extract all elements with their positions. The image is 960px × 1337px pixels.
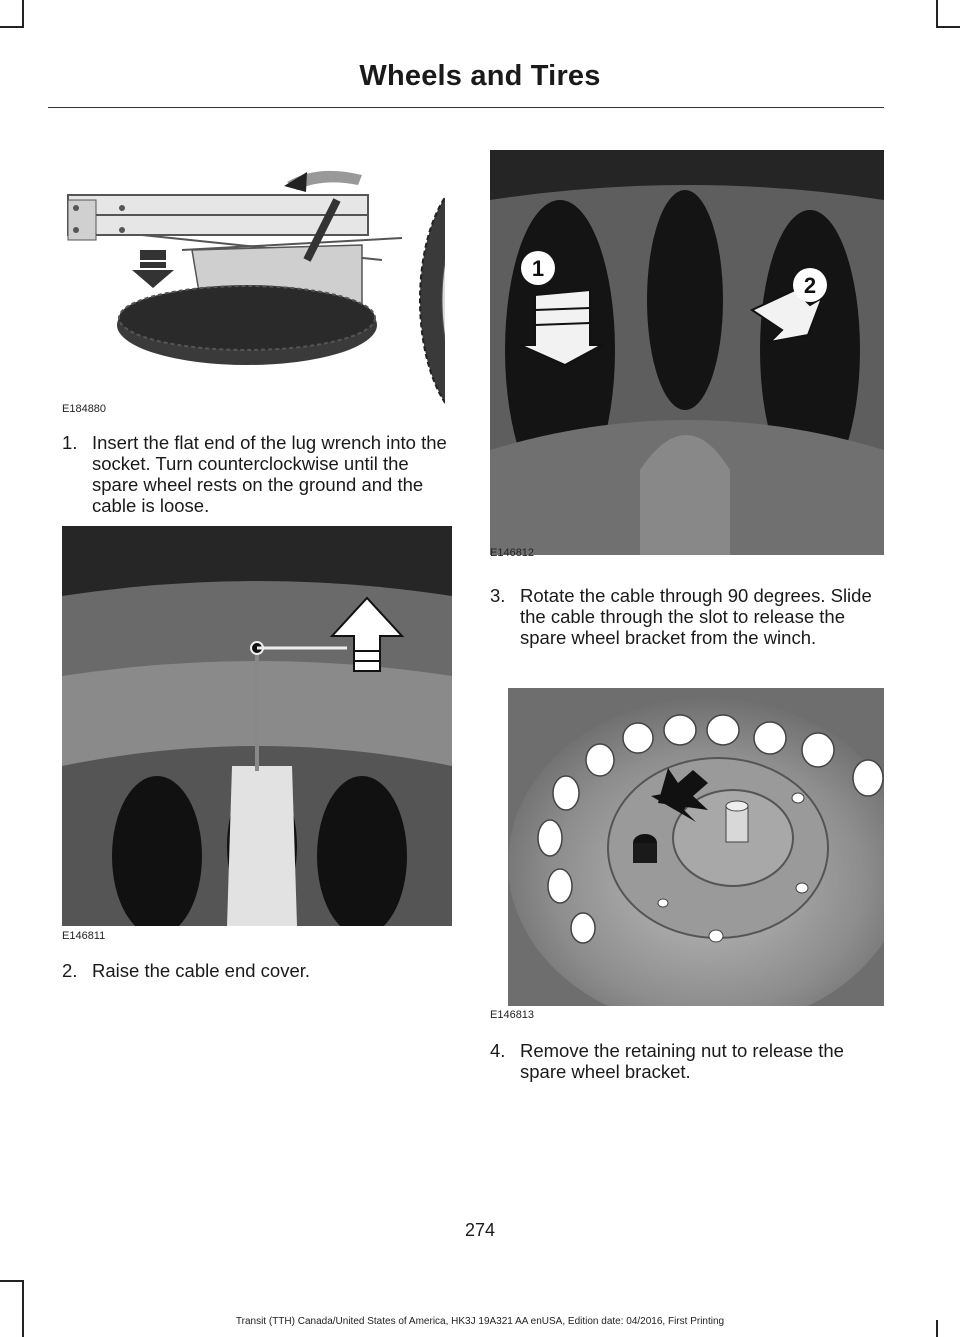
page-title: Wheels and Tires [359,60,601,92]
step-1 [62,432,452,516]
step-4-text: Remove the retaining nut to release the spare wheel bracket. [520,1040,844,1082]
crop-mark-bottom-left-v [22,1280,24,1337]
figure-cable-end-cover [62,526,452,926]
callout-1: 1 [531,256,545,281]
edition-footer: Transit (TTH) Canada/United States of America, HK3J 19A321 AA enUSA, Edition date: 04/2016, First Printing [235,1316,725,1327]
figure-rotate-cable [490,150,884,555]
step-2-number: 2. [62,960,78,981]
step-1-text: Insert the flat end of the lug wrench into the socket. Turn counterclockwise until the spare wheel rests on the ground and the cable is loose. [92,432,447,516]
crop-mark-top-right-h [938,26,960,28]
figure-id-E146813: E146813 [490,1009,535,1021]
step-1-number: 1. [62,432,78,453]
crop-mark-top-right-v [936,0,938,28]
step-3 [490,585,884,648]
page-number: 274 [464,1220,496,1240]
step-4-number: 4. [490,1040,506,1061]
figure-spare-wheel-lowering [62,150,445,405]
figure-id-E184880: E184880 [62,403,107,415]
header-divider [48,107,884,108]
crop-mark-top-left-v [22,0,24,28]
crop-mark-top-left-h [0,26,22,28]
step-4 [490,1040,884,1082]
figure-retaining-nut [508,688,884,1006]
crop-mark-bottom-left-h [0,1280,22,1282]
figure-id-E146811: E146811 [62,930,106,942]
callout-2: 2 [803,273,817,298]
step-2-text: Raise the cable end cover. [92,960,311,981]
step-3-text: Rotate the cable through 90 degrees. Slide the cable through the slot to release the spare wheel bracket from the winch. [520,585,872,648]
step-3-number: 3. [490,585,506,606]
step-2 [62,960,452,981]
figure-id-E146812: E146812 [490,547,535,559]
